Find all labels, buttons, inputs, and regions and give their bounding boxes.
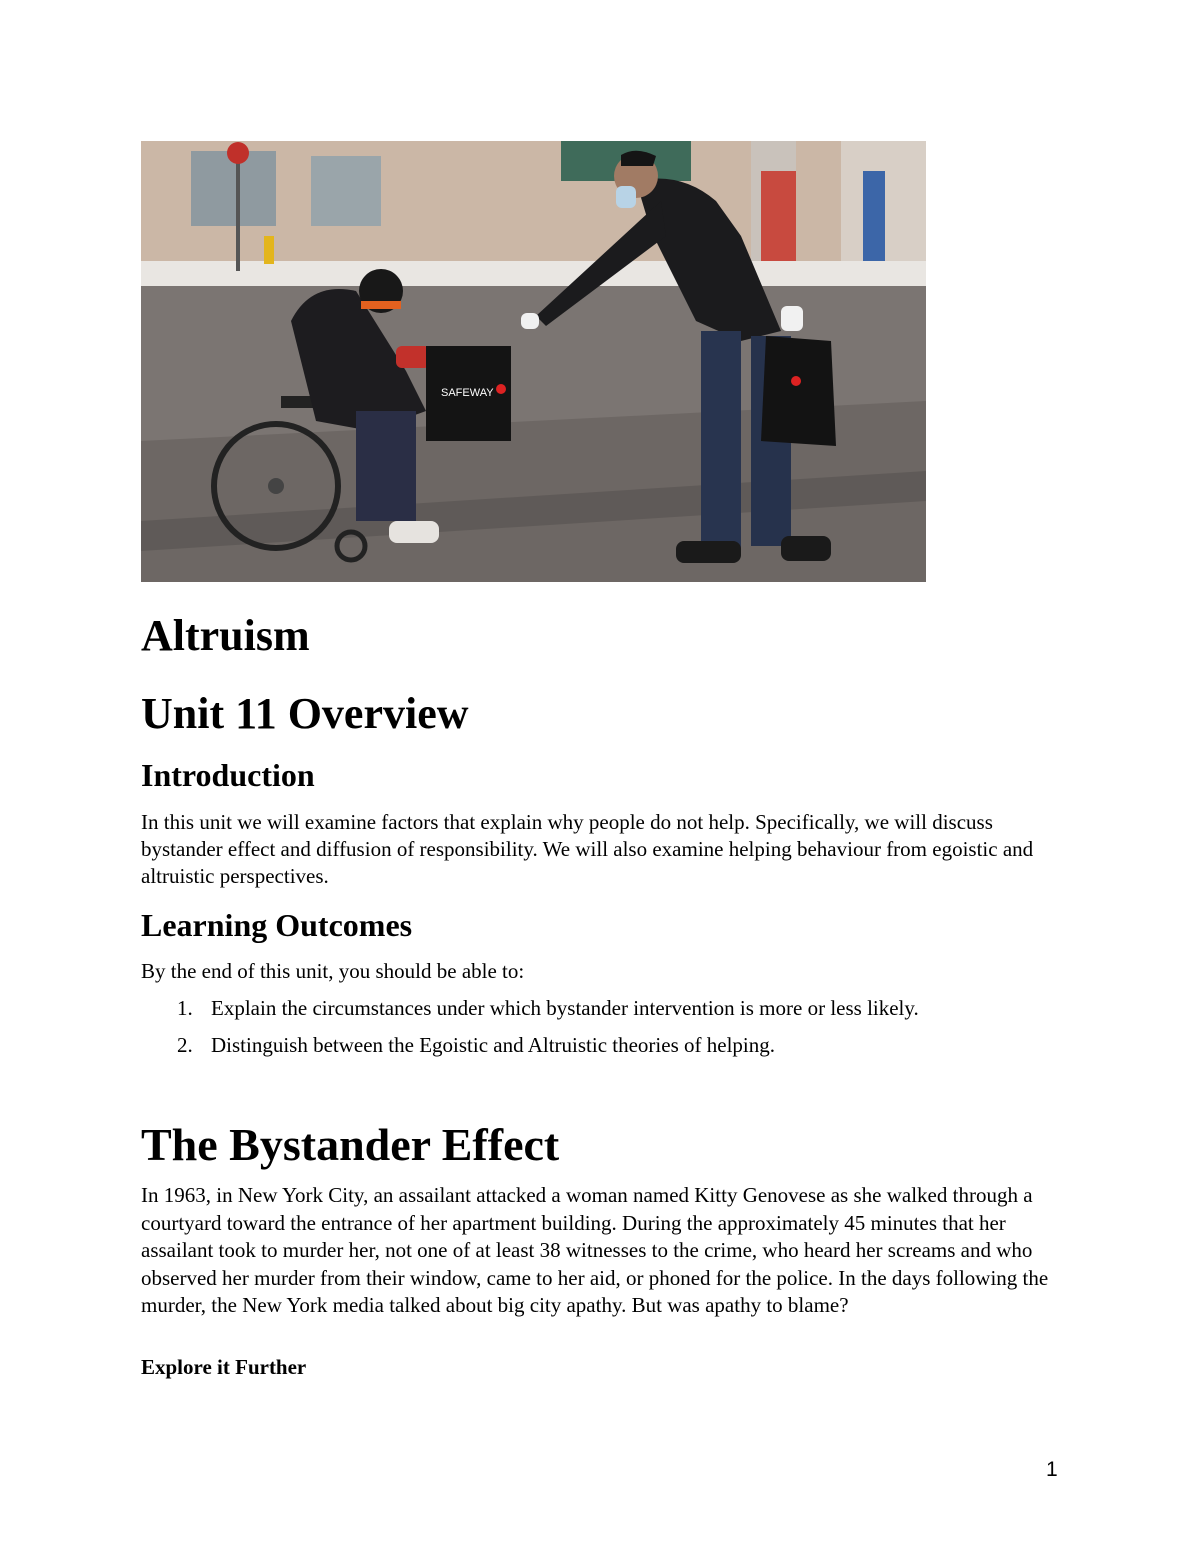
page-number: 1 (1046, 1458, 1058, 1481)
introduction-heading: Introduction (141, 757, 315, 793)
unit-heading: Unit 11 Overview (141, 689, 469, 738)
learning-outcomes-heading: Learning Outcomes (141, 907, 413, 943)
learning-outcomes-lead: By the end of this unit, you should be able to: (141, 959, 525, 983)
list-item-text: Distinguish between the Egoistic and Altruistic theories of helping. (211, 1033, 775, 1057)
list-item-number: 1. (177, 996, 193, 1020)
list-item-number: 2. (177, 1033, 193, 1057)
page-title: Altruism (141, 611, 310, 660)
bag-brand-label: SAFEWAY (441, 387, 494, 399)
explore-further-label: Explore it Further (141, 1355, 307, 1379)
list-item-text: Explain the circumstances under which bystander intervention is more or less likely. (211, 996, 919, 1020)
cover-photo (141, 141, 926, 582)
bystander-paragraph: In 1963, in New York City, an assailant attacked a woman named Kitty Genovese as she walked through a courtyard toward the entrance of her apartment building. During the approximately 45 minutes that her assailant took to murder her, not one of at least 38 witnesses to the crime, who heard her screams and who observed her murder from their window, came to her aid, or phoned for the police. In the days following the murder, the New York media talked about big city apathy. But was apathy to blame? (141, 1183, 1049, 1317)
bystander-heading: The Bystander Effect (141, 1119, 560, 1170)
introduction-paragraph: In this unit we will examine factors that explain why people do not help. Specifically, we will discuss bystander effect and diffusion of responsibility. We will also examine helping behaviour from egoistic and altruistic perspectives. (141, 810, 1034, 888)
